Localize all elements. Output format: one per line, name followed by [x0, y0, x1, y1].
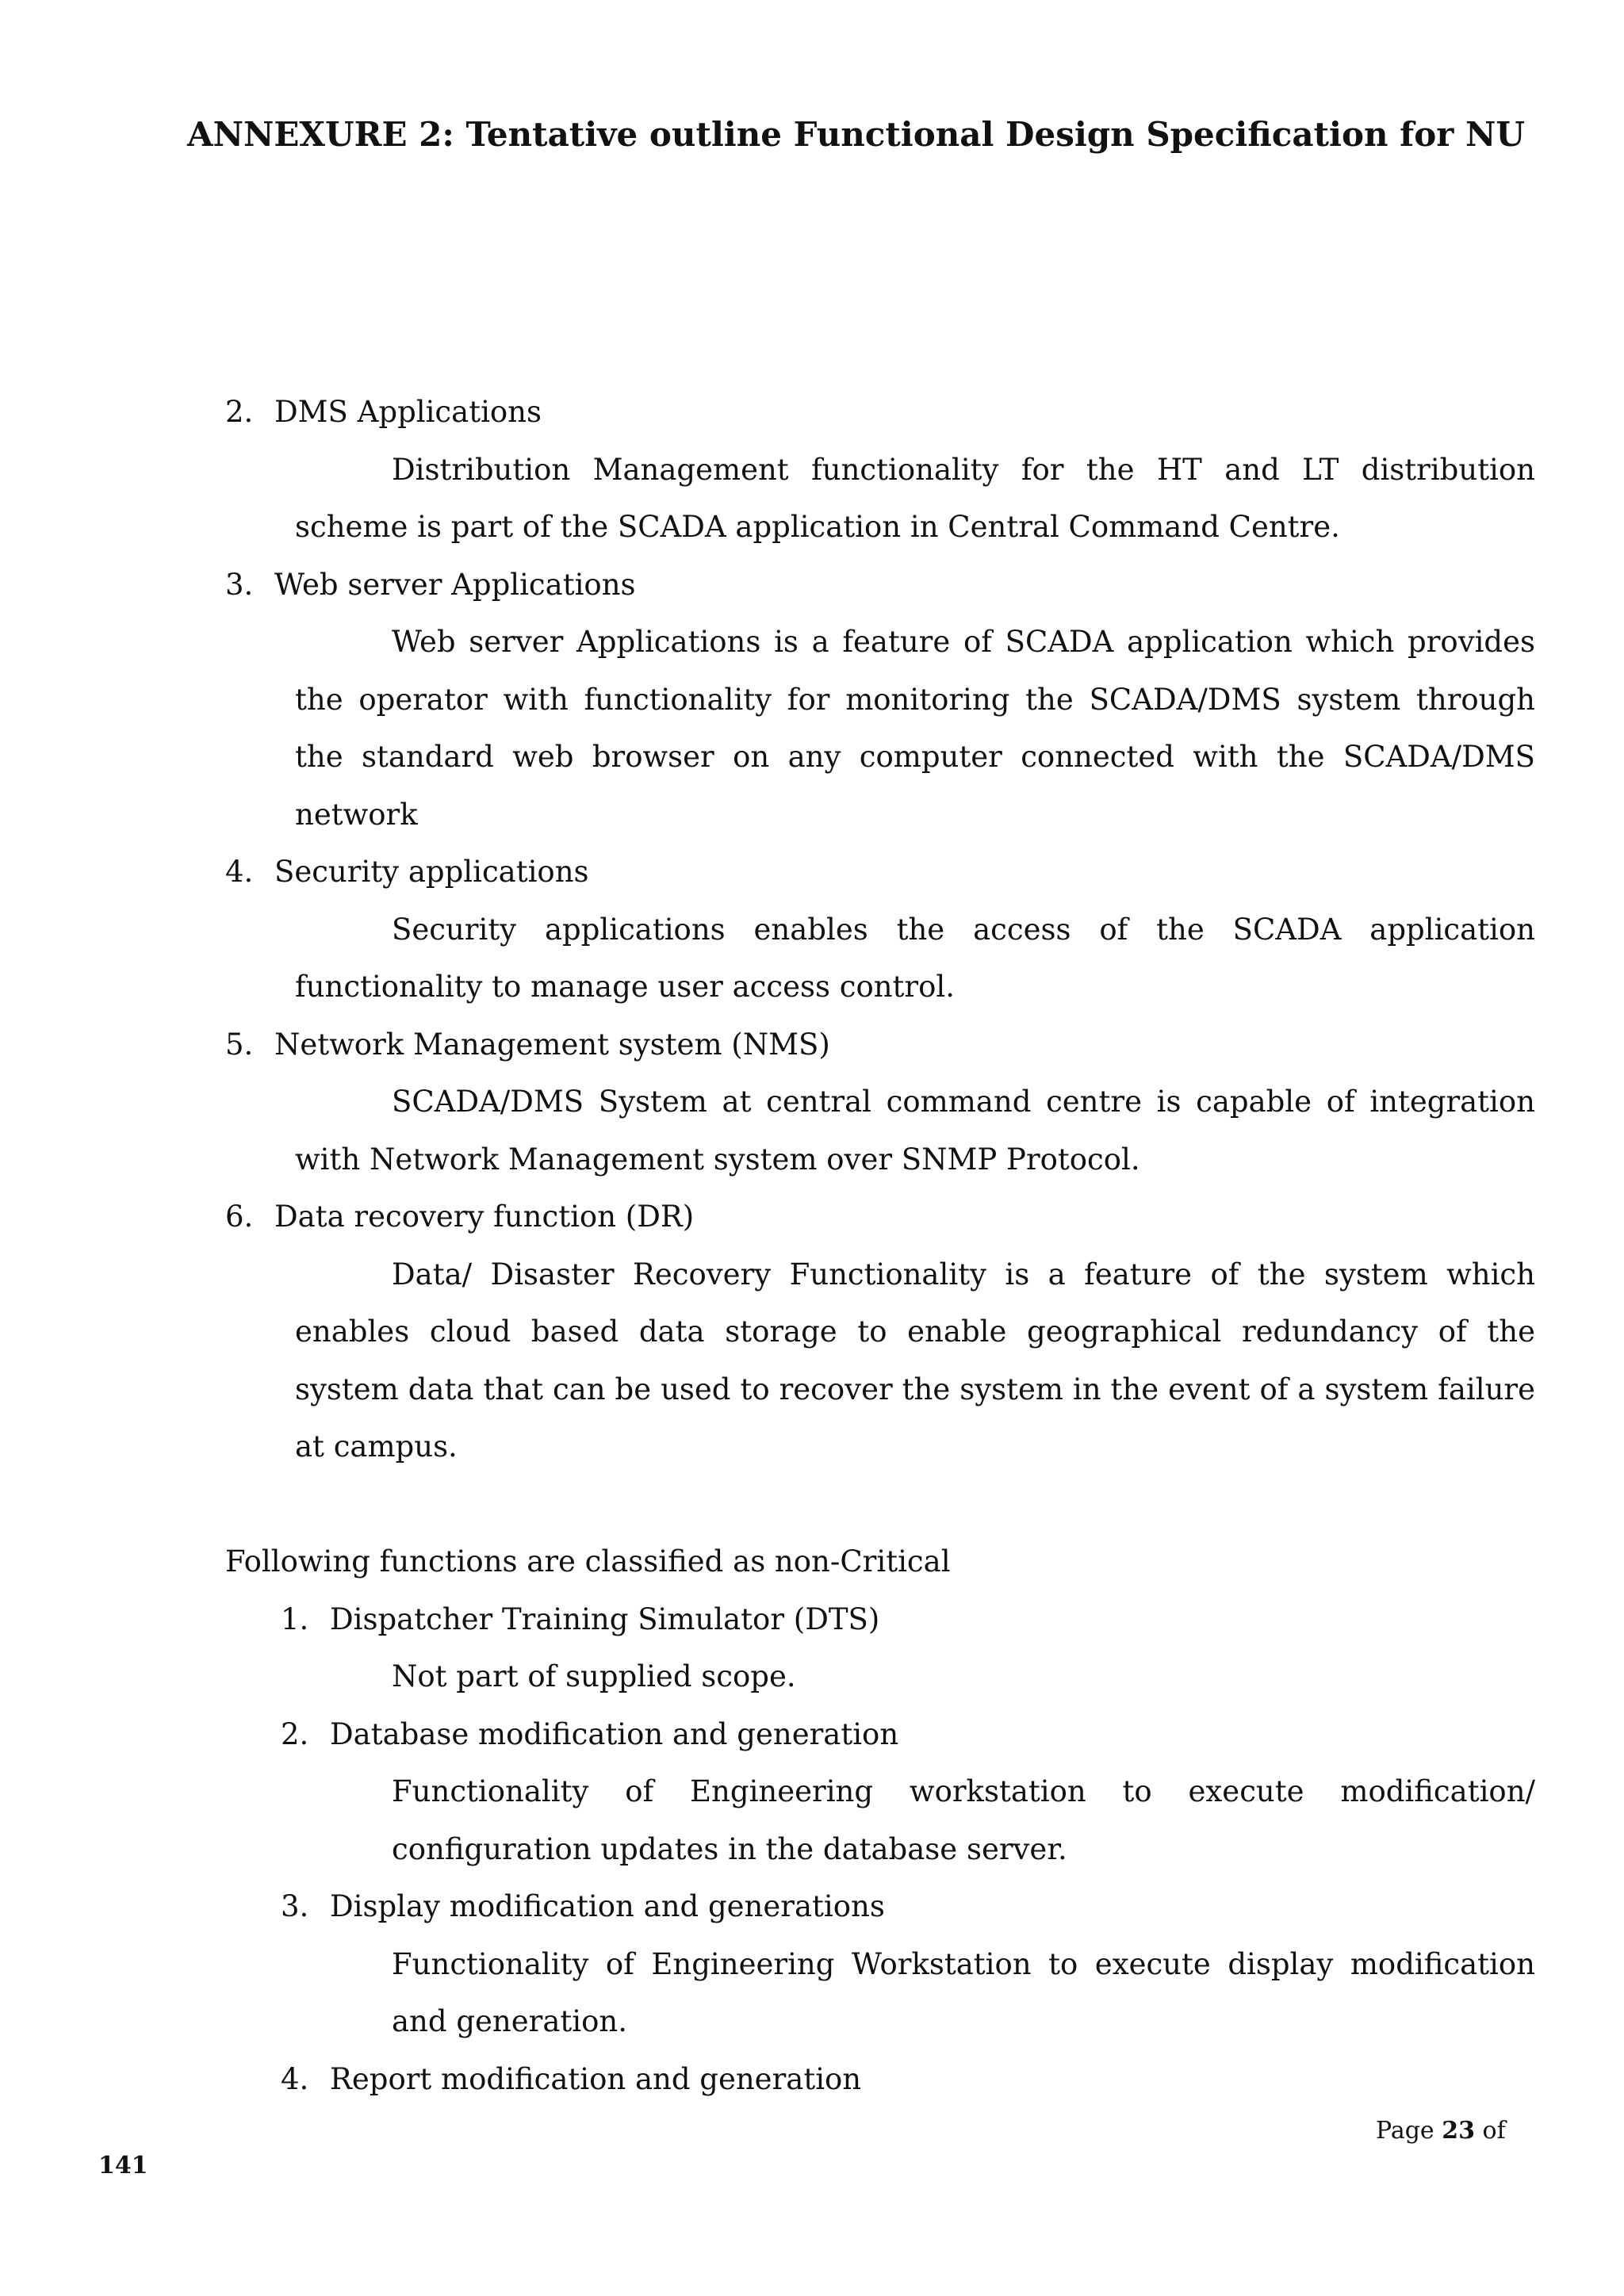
document-number: 141 [98, 2152, 148, 2179]
non-critical-list [281, 1591, 1535, 2109]
list-item-title: Web server Applications [274, 567, 636, 602]
list-item-description: Functionality of Engineering workstation to execute modification/ configuration updates in the database server. [392, 1774, 1535, 1866]
list-item-description: Security applications enables the access of the SCADA application functionality to manage user access control. [295, 912, 1535, 1004]
list-item-heading [281, 1706, 1535, 1764]
list-item-title: Data recovery function (DR) [274, 1200, 695, 1234]
list-item-title: Security applications [274, 855, 589, 889]
critical-item-nms [225, 1016, 1535, 1189]
list-item-number: 3. [225, 567, 254, 602]
critical-item-dms [225, 384, 1535, 557]
list-item-title: Database modification and generation [330, 1716, 899, 1751]
non-critical-item-display [281, 1878, 1535, 2051]
page-prefix: Page [1376, 2117, 1434, 2145]
list-item-number: 5. [225, 1027, 254, 1062]
list-item-description: Web server Applications is a feature of SCADA application which provides the operator with functionality for monitoring the SCADA/DMS system through the standard web browser on any computer connected with the SCADA/DMS network [295, 625, 1535, 832]
list-item-title: Network Management system (NMS) [274, 1027, 830, 1062]
list-item-heading [281, 1591, 1535, 1649]
page-suffix: of [1482, 2117, 1506, 2145]
list-item-description: Not part of supplied scope. [392, 1659, 796, 1693]
list-item-number: 6. [225, 1200, 254, 1234]
list-item-heading [225, 1188, 1535, 1246]
list-item-title: Report modification and generation [330, 2061, 862, 2096]
page-title: ANNEXURE 2: Tentative outline Functional Design Specification for NU [187, 115, 1525, 154]
non-critical-item-report [281, 2051, 1535, 2109]
list-item-title: DMS Applications [274, 395, 542, 429]
list-item-description: Functionality of Engineering Workstation to execute display modification and generation. [392, 1946, 1535, 2038]
list-item-description: Distribution Management functionality for the HT and LT distribution scheme is part of the SCADA application in Central Command Centre. [295, 452, 1535, 544]
list-item-number: 1. [281, 1601, 309, 1636]
list-item-number: 4. [225, 855, 254, 889]
list-item-heading [281, 1878, 1535, 1936]
list-item-title: Display modification and generations [330, 1889, 885, 1923]
section-spacer [225, 1476, 1535, 1534]
critical-item-data-recovery [225, 1188, 1535, 1476]
list-item-description: Data/ Disaster Recovery Functionality is a feature of the system which enables cloud based data storage to enable geographical redundancy of the system data that can be used to recover the system in the event of a system failure at campus. [295, 1257, 1535, 1464]
list-item-number: 2. [281, 1716, 309, 1751]
non-critical-item-database [281, 1706, 1535, 1879]
non-critical-intro: Following functions are classified as non-Critical [225, 1544, 951, 1578]
list-item-heading [225, 844, 1535, 901]
list-item-number: 4. [281, 2061, 309, 2096]
list-item-heading [225, 384, 1535, 442]
list-item-number: 3. [281, 1889, 309, 1923]
list-item-heading [225, 1016, 1535, 1074]
list-item-title: Dispatcher Training Simulator (DTS) [330, 1601, 880, 1636]
list-item-heading [281, 2051, 1535, 2109]
list-item-description: SCADA/DMS System at central command centre is capable of integration with Network Management system over SNMP Protocol. [295, 1085, 1535, 1177]
list-item-number: 2. [225, 395, 254, 429]
page-number [1376, 2115, 1506, 2147]
critical-item-web-server [225, 557, 1535, 844]
non-critical-item-dts [281, 1591, 1535, 1706]
list-item-heading [225, 557, 1535, 614]
content-body [225, 384, 1535, 2108]
critical-item-security [225, 844, 1535, 1016]
page-number-value: 23 [1442, 2117, 1475, 2145]
